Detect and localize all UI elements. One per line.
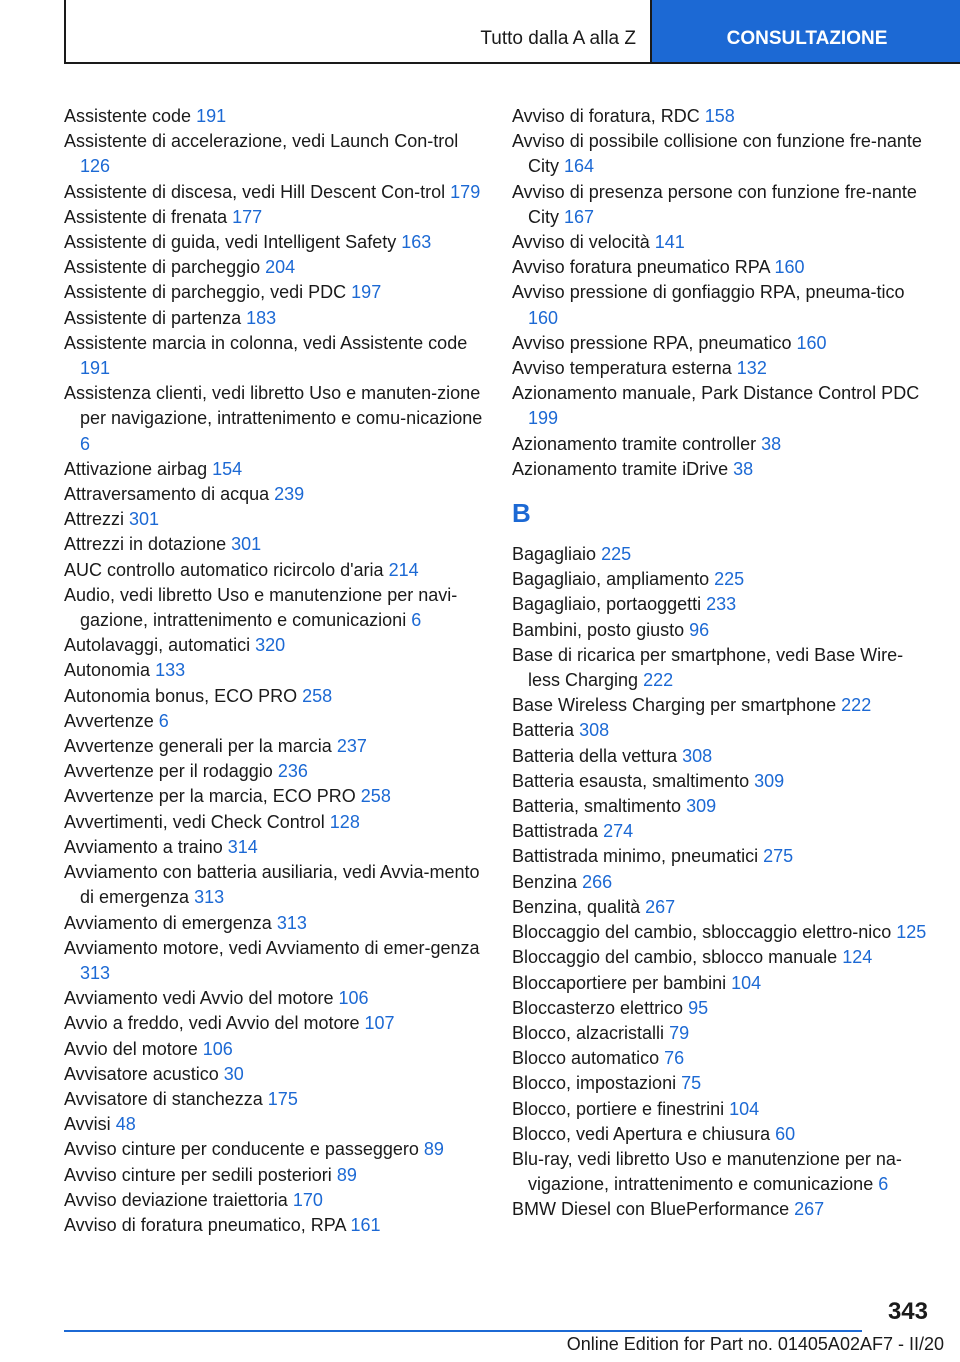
index-term: Blu-ray, vedi libretto Uso e manutenzione per na‐vigazione, intrattenimento e comunicazione: [512, 1148, 902, 1195]
index-term: Avviso temperatura esterna: [512, 358, 732, 379]
index-entry: [512, 1071, 932, 1096]
index-entry: [512, 457, 932, 482]
index-column-left: [64, 104, 484, 1238]
index-entry: [64, 1213, 484, 1238]
index-term: Avvio del motore: [64, 1038, 198, 1059]
index-group-a: [512, 104, 932, 482]
index-entry: [64, 507, 484, 532]
page-reference-link[interactable]: 239: [274, 484, 305, 505]
index-term: Bagagliaio, ampliamento: [512, 569, 710, 590]
page-reference-link[interactable]: 124: [842, 947, 873, 968]
index-term: Assistenza clienti, vedi libretto Uso e manuten‐zione per navigazione, intrattenimento e comu‐nicazione: [64, 383, 483, 429]
page-reference-link[interactable]: 6: [158, 710, 169, 731]
page-reference-link[interactable]: 160: [796, 332, 827, 353]
page-reference-link[interactable]: 267: [794, 1199, 825, 1220]
index-entry: [64, 911, 484, 936]
index-entry: [64, 986, 484, 1011]
index-term: Avvisatore di stanchezza: [64, 1088, 263, 1109]
index-entry: [64, 1087, 484, 1112]
page-reference-link[interactable]: 204: [265, 257, 296, 278]
index-term: Autonomia bonus, ECO PRO: [64, 685, 298, 706]
index-entry: [64, 709, 484, 734]
index-entry: [64, 684, 484, 709]
index-entry: [512, 819, 932, 844]
page-reference-link[interactable]: 233: [706, 594, 737, 615]
page-reference-link[interactable]: 314: [227, 836, 258, 857]
page-reference-link[interactable]: 199: [528, 408, 559, 429]
page-reference-link[interactable]: 177: [232, 206, 263, 227]
page-header: [64, 0, 960, 64]
index-term: Bagagliaio: [512, 544, 597, 565]
page-reference-link[interactable]: 301: [231, 534, 262, 555]
index-entry: [64, 255, 484, 280]
index-entry: [512, 592, 932, 617]
page-reference-link[interactable]: 6: [80, 433, 91, 454]
index-group-b: [512, 542, 932, 1222]
index-entry: [512, 381, 932, 431]
page-reference-link[interactable]: 75: [681, 1073, 702, 1094]
index-term: Avviamento a traino: [64, 836, 223, 857]
index-entry: [64, 860, 484, 910]
index-entry: [64, 1011, 484, 1036]
page-reference-link[interactable]: 313: [276, 912, 307, 933]
page-reference-link[interactable]: 95: [688, 997, 709, 1018]
index-entry: [512, 1122, 932, 1147]
footer-divider: [64, 1330, 862, 1332]
page-reference-link[interactable]: 96: [689, 619, 710, 640]
index-term: Autolavaggi, automatici: [64, 635, 251, 656]
page-reference-link[interactable]: 133: [155, 660, 186, 681]
index-entry: [512, 895, 932, 920]
index-term: Assistente di frenata: [64, 206, 228, 227]
index-term: Avvertenze per la marcia, ECO PRO: [64, 786, 356, 807]
index-term: Assistente di partenza: [64, 307, 242, 328]
index-entry: [512, 769, 932, 794]
index-term: Avviamento di emergenza: [64, 912, 272, 933]
index-term: Bloccaportiere per bambini: [512, 972, 727, 993]
page-reference-link[interactable]: 183: [246, 307, 277, 328]
index-entry: [512, 230, 932, 255]
index-entry: [512, 255, 932, 280]
page-reference-link[interactable]: 104: [729, 1098, 760, 1119]
index-entry: [64, 104, 484, 129]
index-entry: [512, 920, 932, 945]
index-term: Assistente di guida, vedi Intelligent Safety: [64, 232, 397, 253]
index-term: Benzina, qualità: [512, 896, 641, 917]
index-entry: [512, 1197, 932, 1222]
index-term: Avvertenze generali per la marcia: [64, 736, 332, 757]
index-entry: [64, 280, 484, 305]
index-entry: [512, 104, 932, 129]
index-term: Batteria esausta, smaltimento: [512, 770, 750, 791]
index-entry: [512, 331, 932, 356]
index-term: Batteria, smaltimento: [512, 796, 682, 817]
index-entry: [64, 331, 484, 381]
index-entry: [512, 618, 932, 643]
page-reference-link[interactable]: 236: [277, 761, 308, 782]
page-reference-link[interactable]: 89: [336, 1164, 357, 1185]
index-term: Avviamento vedi Avvio del motore: [64, 988, 334, 1009]
index-entry: [512, 180, 932, 230]
index-entry: [512, 432, 932, 457]
index-entry: [512, 280, 932, 330]
index-term: Base Wireless Charging per smartphone: [512, 695, 837, 716]
index-term: Avvio a freddo, vedi Avvio del motore: [64, 1013, 360, 1034]
index-entry: [512, 744, 932, 769]
page-reference-link[interactable]: 163: [401, 232, 432, 253]
index-entry: [512, 1021, 932, 1046]
index-term: Avvisi: [64, 1114, 111, 1135]
page-reference-link[interactable]: 275: [763, 846, 794, 867]
index-term: Avviso pressione RPA, pneumatico: [512, 332, 792, 353]
index-entry: [64, 1163, 484, 1188]
index-term: Autonomia: [64, 660, 151, 681]
index-entry: [64, 1188, 484, 1213]
index-term: Base di ricarica per smartphone, vedi Base Wire‐less Charging: [512, 644, 904, 691]
page-reference-link[interactable]: 76: [664, 1048, 685, 1069]
page-reference-link[interactable]: 167: [564, 206, 595, 227]
index-entry: [64, 180, 484, 205]
page-reference-link[interactable]: 175: [267, 1088, 298, 1109]
index-term: Azionamento tramite controller: [512, 433, 757, 454]
page-reference-link[interactable]: 258: [302, 685, 333, 706]
index-entry: [64, 532, 484, 557]
page-reference-link[interactable]: 313: [80, 962, 111, 983]
page-reference-link[interactable]: 158: [704, 106, 735, 126]
page-reference-link[interactable]: 308: [579, 720, 610, 741]
page-reference-link[interactable]: 179: [450, 181, 481, 202]
page-reference-link[interactable]: 301: [129, 509, 160, 530]
index-term: Blocco, impostazioni: [512, 1073, 677, 1094]
index-term: Avviso di possibile collisione con funzione fre‐nante City: [512, 131, 922, 177]
index-entry: [64, 1062, 484, 1087]
index-entry: [64, 784, 484, 809]
index-term: Avviamento con batteria ausiliaria, vedi Avvia‐mento di emergenza: [64, 862, 480, 908]
index-term: Blocco, portiere e finestrini: [512, 1098, 725, 1119]
index-entry: [64, 230, 484, 255]
page-reference-link[interactable]: 320: [255, 635, 286, 656]
page-reference-link[interactable]: 258: [360, 786, 391, 807]
index-entry: [512, 1097, 932, 1122]
index-entry: [64, 129, 484, 179]
page-reference-link[interactable]: 160: [528, 307, 559, 328]
page-reference-link[interactable]: 6: [878, 1174, 889, 1195]
page-reference-link[interactable]: 222: [643, 670, 674, 691]
page-reference-link[interactable]: 197: [351, 282, 382, 303]
page-reference-link[interactable]: 79: [669, 1022, 690, 1043]
section-letter-b: B: [512, 498, 531, 529]
index-term: Blocco automatico: [512, 1048, 660, 1069]
index-entry: [512, 356, 932, 381]
index-term: Attrezzi: [64, 509, 125, 530]
index-term: Avviso cinture per conducente e passeggero: [64, 1139, 419, 1160]
page-reference-link[interactable]: 191: [80, 358, 111, 379]
index-entry: [64, 381, 484, 457]
index-term: Avviso di velocità: [512, 232, 650, 253]
index-entry: [512, 567, 932, 592]
index-entry: [512, 1147, 932, 1197]
page-reference-link[interactable]: 30: [223, 1063, 244, 1084]
page-reference-link[interactable]: 107: [364, 1013, 395, 1034]
index-term: Bambini, posto giusto: [512, 619, 685, 640]
index-term: Blocco, alzacristalli: [512, 1022, 665, 1043]
index-entry: [64, 558, 484, 583]
page-reference-link[interactable]: 106: [202, 1038, 233, 1059]
index-entry: [64, 205, 484, 230]
index-term: Avviso di foratura pneumatico, RPA: [64, 1214, 346, 1235]
index-term: Avvertimenti, vedi Check Control: [64, 811, 325, 832]
index-entry: [64, 482, 484, 507]
index-term: Assistente di discesa, vedi Hill Descent Con‐trol: [64, 181, 446, 202]
index-entry: [64, 633, 484, 658]
page-reference-link[interactable]: 154: [212, 458, 243, 479]
index-entry: [512, 794, 932, 819]
page-reference-link[interactable]: 274: [603, 821, 634, 842]
page-reference-link[interactable]: 222: [841, 695, 872, 716]
page-reference-link[interactable]: 225: [714, 569, 745, 590]
index-entry: [512, 542, 932, 567]
index-column-right: [512, 104, 932, 1223]
page-number: 343: [887, 1298, 928, 1325]
index-term: Avviso di presenza persone con funzione fre‐nante City: [512, 181, 917, 227]
index-entry: [512, 870, 932, 895]
index-term: Attraversamento di acqua: [64, 484, 270, 505]
page-reference-link[interactable]: 225: [601, 544, 632, 565]
index-entry: [512, 996, 932, 1021]
index-term: Battistrada: [512, 821, 599, 842]
index-term: Benzina: [512, 871, 578, 892]
page-reference-link[interactable]: 125: [896, 922, 927, 943]
index-term: Assistente di parcheggio: [64, 257, 261, 278]
page-reference-link[interactable]: 89: [423, 1139, 444, 1160]
index-entry: [512, 718, 932, 743]
page-reference-link[interactable]: 48: [115, 1114, 136, 1135]
index-term: Bloccaggio del cambio, sbloccaggio elettro‐nico: [512, 922, 892, 943]
index-entry: [64, 810, 484, 835]
index-entry: [512, 643, 932, 693]
index-entry: [64, 1037, 484, 1062]
page-reference-link[interactable]: 160: [774, 257, 805, 278]
index-term: Batteria della vettura: [512, 745, 678, 766]
page-reference-link[interactable]: 128: [329, 811, 360, 832]
index-term: Avviamento motore, vedi Avviamento di emer‐genza: [64, 937, 480, 958]
page-reference-link[interactable]: 106: [338, 988, 369, 1009]
index-term: Blocco, vedi Apertura e chiusura: [512, 1123, 771, 1144]
page-reference-link[interactable]: 38: [733, 458, 754, 479]
index-term: Avviso cinture per sedili posteriori: [64, 1164, 332, 1185]
page-reference-link[interactable]: 60: [775, 1123, 796, 1144]
index-entry: [64, 583, 484, 633]
index-entry: [512, 693, 932, 718]
chapter-tab: CONSULTAZIONE: [652, 0, 960, 62]
page-reference-link[interactable]: 6: [411, 610, 422, 631]
page-reference-link[interactable]: 126: [80, 156, 111, 177]
index-term: Attrezzi in dotazione: [64, 534, 227, 555]
index-term: Audio, vedi libretto Uso e manutenzione per navi‐gazione, intrattenimento e comunicazioni: [64, 584, 458, 631]
index-term: Avviso pressione di gonfiaggio RPA, pneuma‐tico: [512, 282, 905, 303]
page-reference-link[interactable]: 104: [731, 972, 762, 993]
index-entry: [512, 844, 932, 869]
index-term: Assistente marcia in colonna, vedi Assistente code: [64, 332, 468, 353]
page-reference-link[interactable]: 237: [336, 736, 367, 757]
section-title: Tutto dalla A alla Z: [480, 28, 636, 49]
index-term: Assistente di accelerazione, vedi Launch Con‐trol: [64, 131, 459, 152]
index-term: AUC controllo automatico ricircolo d'aria: [64, 559, 384, 580]
page-reference-link[interactable]: 267: [645, 896, 676, 917]
index-term: Avvertenze: [64, 710, 154, 731]
page-reference-link[interactable]: 308: [682, 745, 713, 766]
index-entry: [64, 457, 484, 482]
page-reference-link[interactable]: 38: [761, 433, 782, 454]
index-term: Avviso deviazione traiettoria: [64, 1189, 288, 1210]
page-reference-link[interactable]: 164: [564, 156, 595, 177]
index-term: Avvertenze per il rodaggio: [64, 761, 273, 782]
index-term: Batteria: [512, 720, 575, 741]
index-term: Bagagliaio, portaoggetti: [512, 594, 702, 615]
page-reference-link[interactable]: 214: [388, 559, 419, 580]
page-reference-link[interactable]: 266: [582, 871, 613, 892]
index-term: Battistrada minimo, pneumatici: [512, 846, 759, 867]
index-entry: [64, 1137, 484, 1162]
index-entry: [64, 1112, 484, 1137]
index-term: Attivazione airbag: [64, 458, 208, 479]
index-term: Avvisatore acustico: [64, 1063, 219, 1084]
page-reference-link[interactable]: 141: [654, 232, 685, 253]
page-reference-link[interactable]: 313: [194, 887, 225, 908]
index-entry: [64, 835, 484, 860]
index-entry: [64, 936, 484, 986]
index-entry: [512, 1046, 932, 1071]
page-reference-link[interactable]: 191: [196, 106, 227, 126]
index-entry: [512, 129, 932, 179]
page-reference-link[interactable]: 132: [736, 358, 767, 379]
index-entry: [512, 971, 932, 996]
index-entry: [512, 945, 932, 970]
index-term: Assistente di parcheggio, vedi PDC: [64, 282, 347, 303]
index-term: Assistente code: [64, 106, 192, 126]
index-entry: [64, 306, 484, 331]
index-entry: [64, 759, 484, 784]
footer-edition: Online Edition for Part no. 01405A02AF7 - II/20: [566, 1334, 944, 1354]
index-term: Azionamento tramite iDrive: [512, 458, 729, 479]
page-reference-link[interactable]: 309: [754, 770, 785, 791]
page-reference-link[interactable]: 309: [686, 796, 717, 817]
page-reference-link[interactable]: 170: [292, 1189, 323, 1210]
index-term: Bloccasterzo elettrico: [512, 997, 684, 1018]
index-term: BMW Diesel con BluePerformance: [512, 1199, 790, 1220]
page-reference-link[interactable]: 161: [350, 1214, 381, 1235]
index-term: Avviso foratura pneumatico RPA: [512, 257, 770, 278]
index-term: Bloccaggio del cambio, sblocco manuale: [512, 947, 838, 968]
index-entry: [64, 734, 484, 759]
index-term: Avviso di foratura, RDC: [512, 106, 700, 126]
index-entry: [64, 658, 484, 683]
index-term: Azionamento manuale, Park Distance Control PDC: [512, 383, 920, 404]
